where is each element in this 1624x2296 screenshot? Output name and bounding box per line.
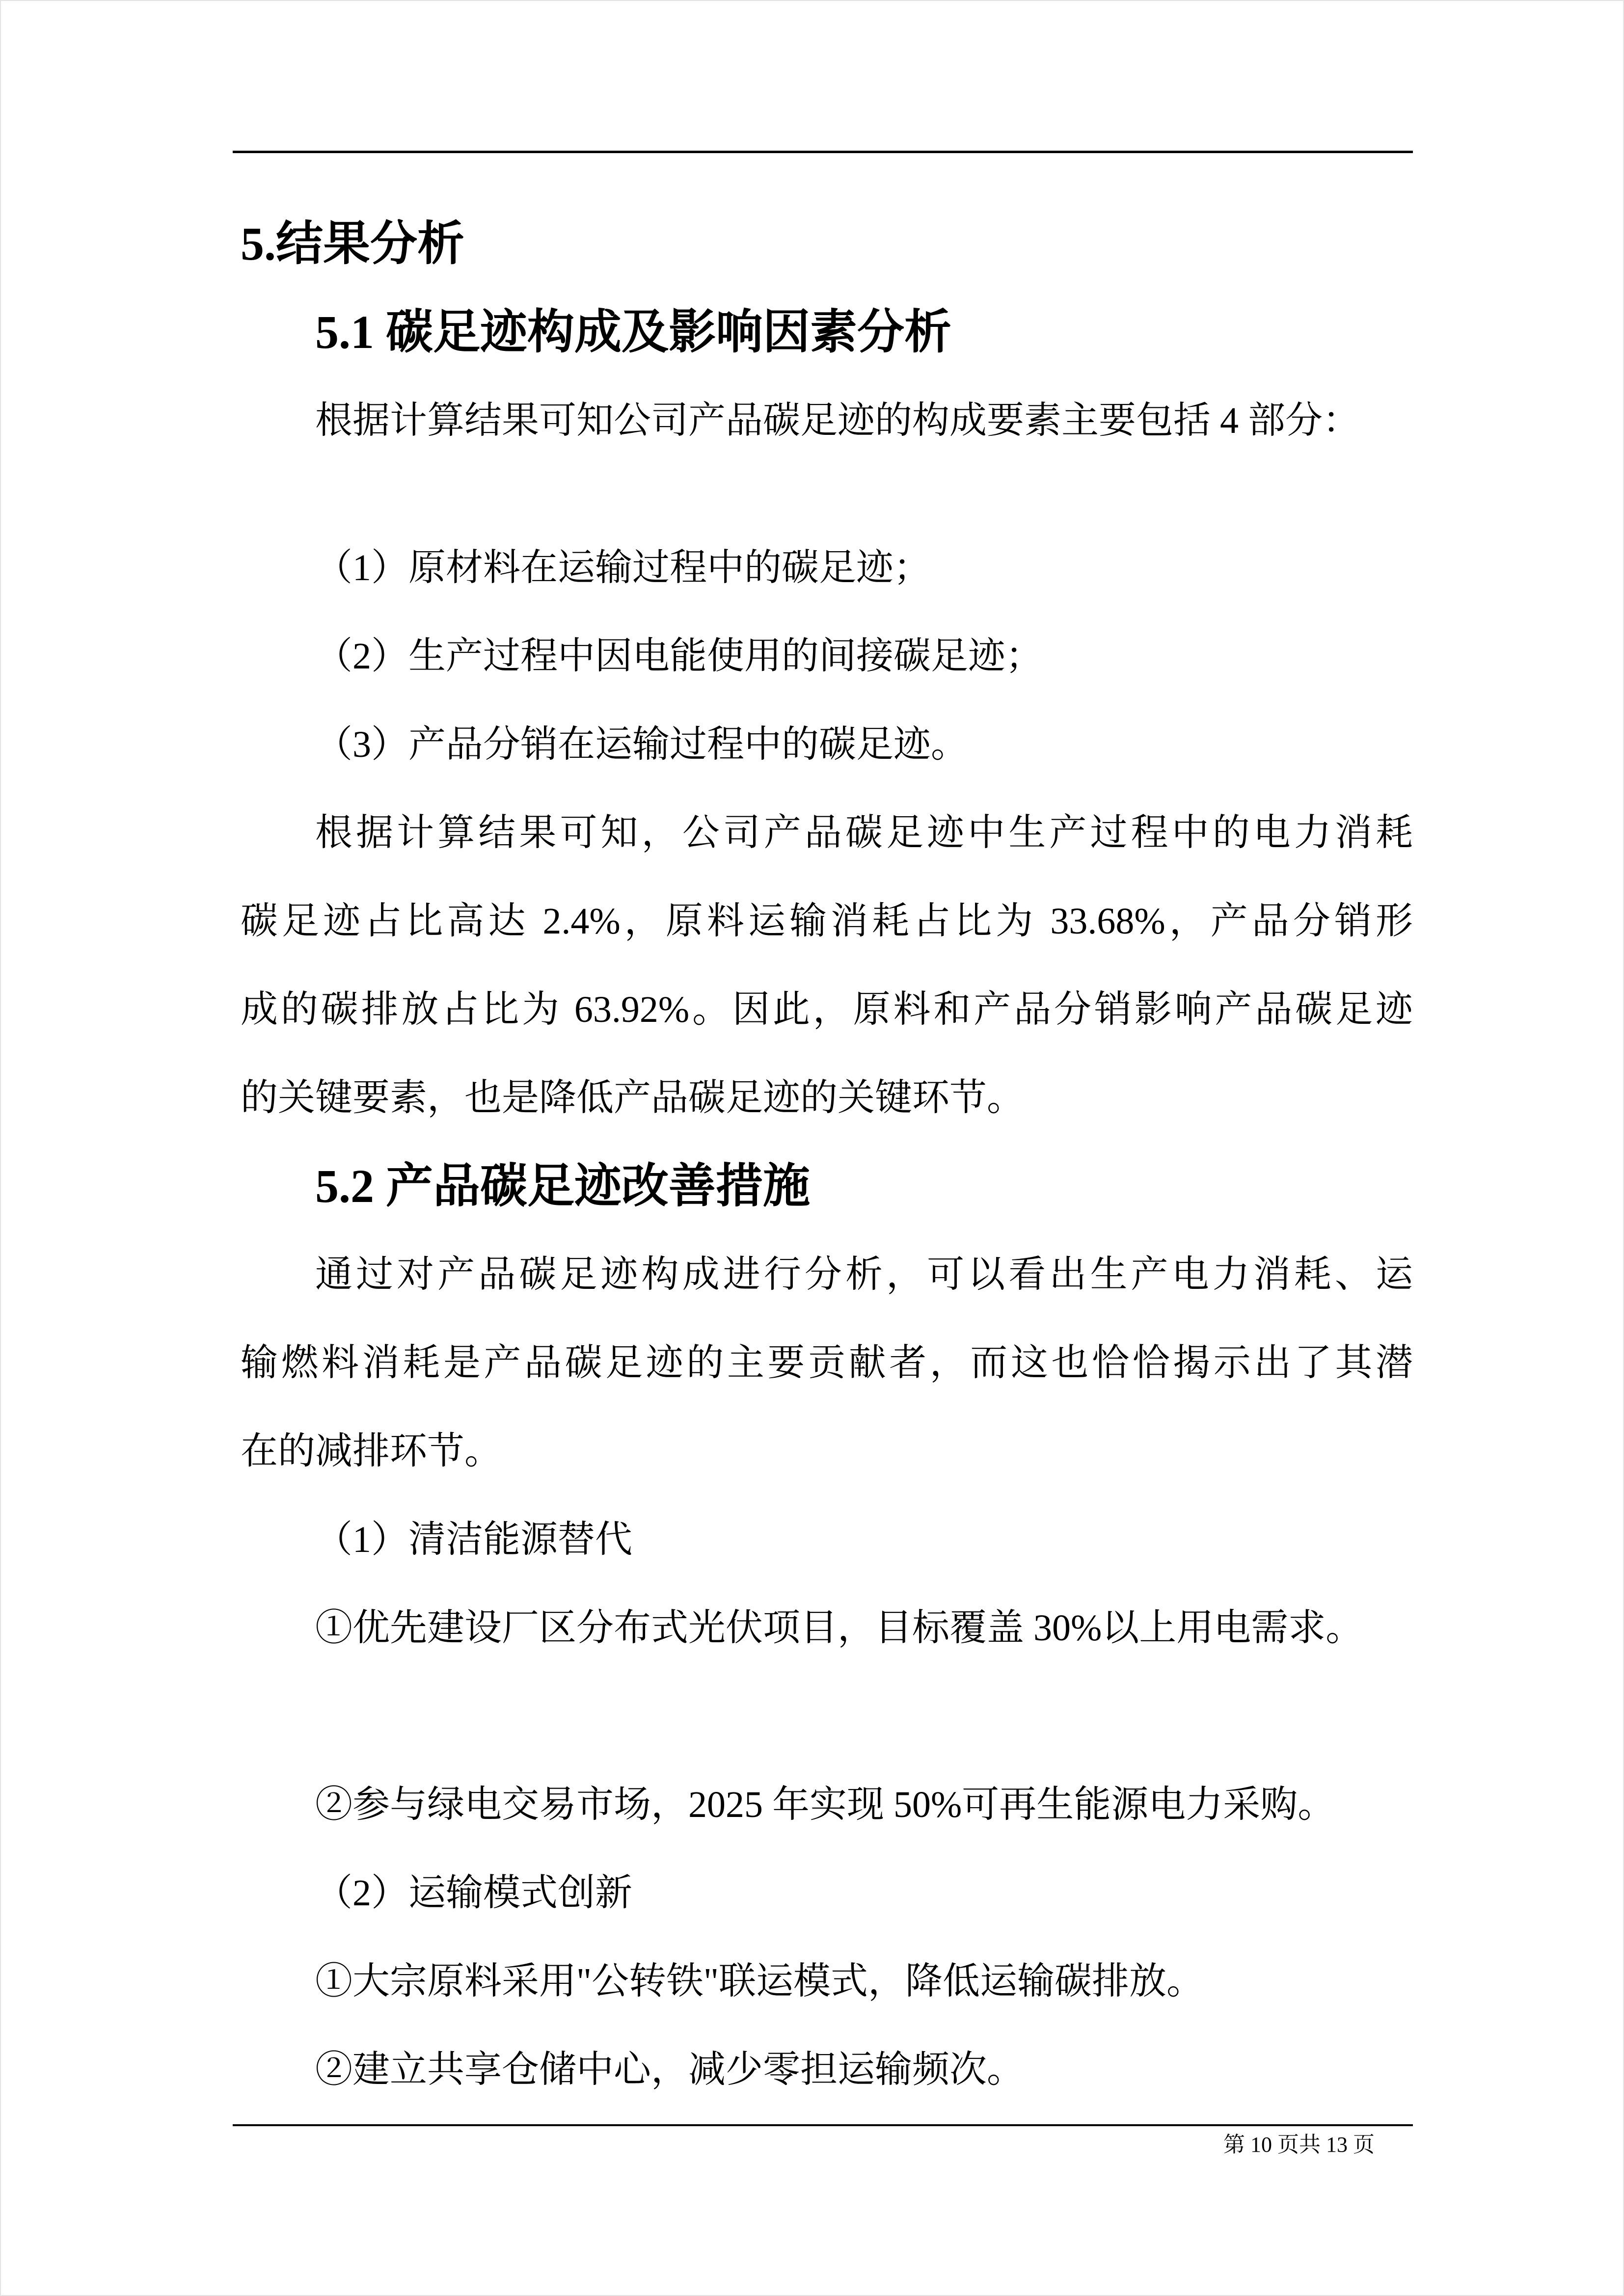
measure-2-item-1: ①大宗原料采用"公转铁"联运模式，降低运输碳排放。 bbox=[315, 1961, 1204, 2002]
section-5-1-intro-line: 根据计算结果可知公司产品碳足迹的构成要素主要包括 4 部分： bbox=[315, 400, 1360, 441]
page-number: 第 10 页共 13 页 bbox=[1223, 2133, 1375, 2157]
component-list-item-1: （1）原材料在运输过程中的碳足迹； bbox=[315, 547, 931, 588]
measure-1-item-2: ②参与绿电交易市场，2025 年实现 50%可再生能源电力采购。 bbox=[315, 1784, 1335, 1825]
section-5-2-heading: 5.2 产品碳足迹改善措施 bbox=[315, 1160, 810, 1212]
improvement-paragraph-line-1: 通过对产品碳足迹构成进行分析，可以看出生产电力消耗、运 bbox=[315, 1254, 1413, 1295]
improvement-paragraph-line-3: 在的减排环节。 bbox=[241, 1431, 502, 1472]
section-5-1-heading: 5.1 碳足迹构成及影响因素分析 bbox=[315, 306, 951, 358]
component-list-item-2: （2）生产过程中因电能使用的间接碳足迹； bbox=[315, 636, 1043, 677]
analysis-paragraph-line-3: 成的碳排放占比为 63.92%。因此，原料和产品分销影响产品碳足迹 bbox=[241, 989, 1413, 1030]
analysis-paragraph-line-1: 根据计算结果可知，公司产品碳足迹中生产过程中的电力消耗 bbox=[315, 812, 1413, 854]
measure-1-title: （1）清洁能源替代 bbox=[315, 1519, 632, 1560]
document-body bbox=[241, 200, 1413, 2114]
measure-2-title: （2）运输模式创新 bbox=[315, 1872, 632, 1914]
analysis-paragraph-line-2: 碳足迹占比高达 2.4%，原料运输消耗占比为 33.68%，产品分销形 bbox=[241, 901, 1413, 942]
component-list-item-3: （3）产品分销在运输过程中的碳足迹。 bbox=[315, 724, 968, 765]
measure-2-item-2: ②建立共享仓储中心，减少零担运输频次。 bbox=[315, 2049, 1024, 2090]
measure-1-item-1: ①优先建设厂区分布式光伏项目，目标覆盖 30%以上用电需求。 bbox=[315, 1607, 1363, 1649]
section-5-heading: 5.结果分析 bbox=[241, 217, 464, 270]
improvement-paragraph-line-2: 输燃料消耗是产品碳足迹的主要贡献者，而这也恰恰揭示出了其潜 bbox=[241, 1342, 1413, 1384]
footer-rule bbox=[233, 2124, 1413, 2126]
analysis-paragraph-line-4: 的关键要素，也是降低产品碳足迹的关键环节。 bbox=[241, 1077, 1024, 1119]
header-rule bbox=[233, 151, 1413, 153]
